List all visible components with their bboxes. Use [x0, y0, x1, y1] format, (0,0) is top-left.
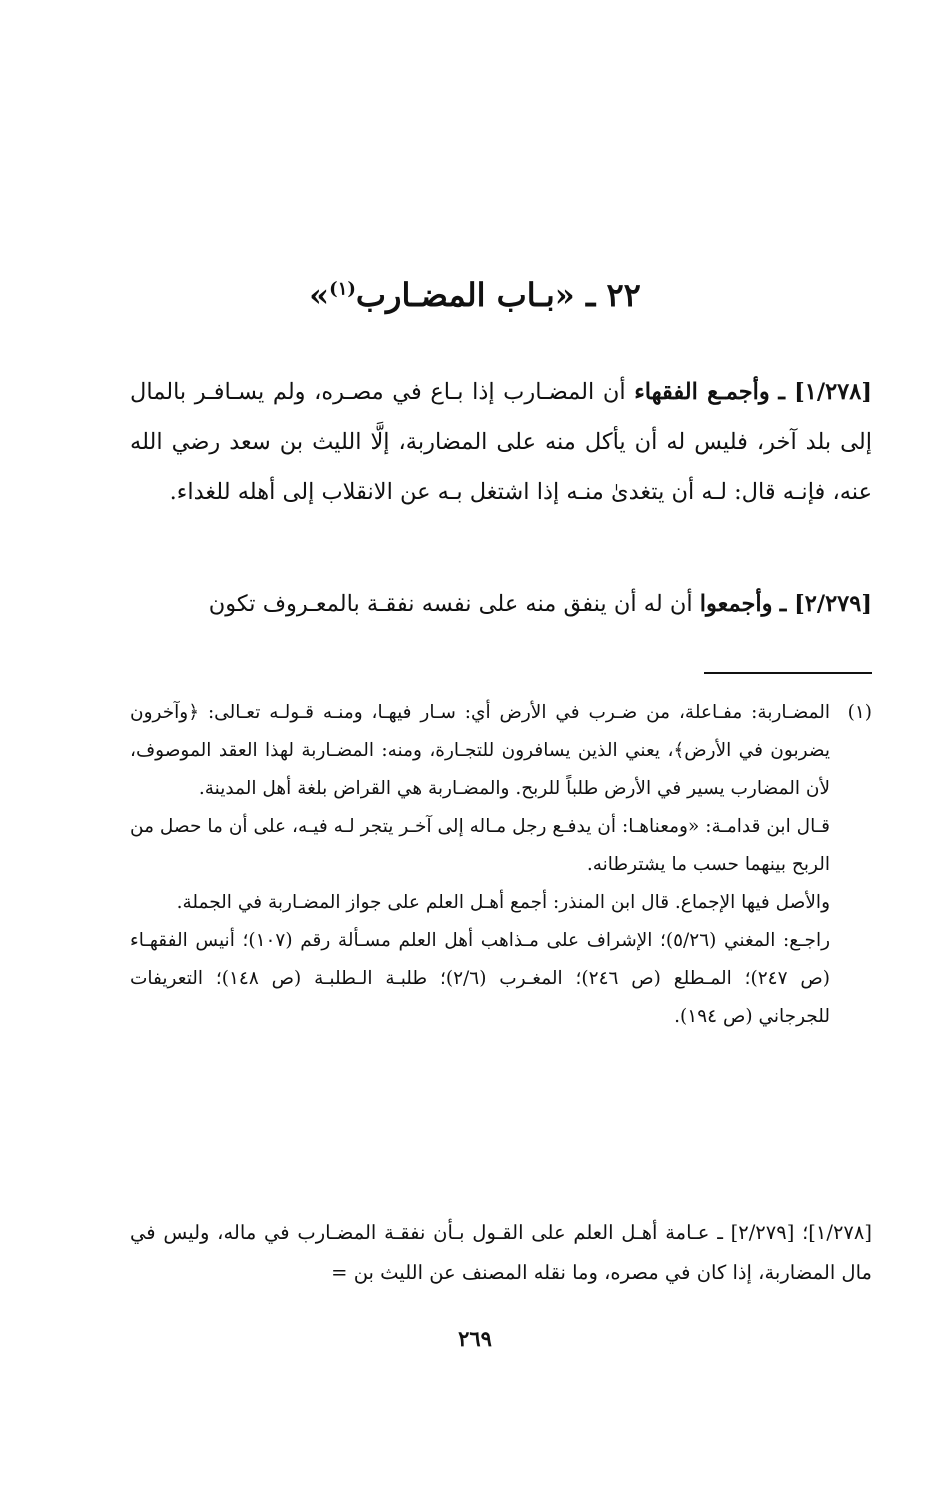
paragraph-278: [130, 367, 872, 517]
paragraph-text: أن له أن ينفق منه على نفسه نفقـة بالمعـروف تكون: [208, 591, 693, 617]
paragraph-ref: [١/٢٧٨] ـ: [778, 379, 873, 405]
paragraph-lead: وأجمـع الفقهاء: [634, 379, 770, 405]
commentary-ref: [١/٢٧٨]؛ [٢/٢٧٩] ـ: [717, 1221, 872, 1244]
paragraph-text: أن المضـارب إذا بـاع في مصـره، ولم يسـافـر بالمال إلى بلد آخر، فليس له أن يأكل منه على المضاربة، إلَّا الليث بن سعد رضي الله عنه، فإنـه قال: لـه أن يتغدىٰ منـه إذا اشتغل بـه عن الانقلاب إلى أهله للغداء.: [130, 379, 872, 505]
commentary-text: عـامة أهـل العلم على القـول بـأن نفقـة المضـارب في ماله، وليس في مال المضاربة، إذا كان في مصره، وما نقله المصنف عن الليث بن =: [130, 1221, 872, 1284]
footnote-separator: [704, 672, 872, 674]
footnote-marker: (١): [329, 278, 356, 300]
footnote-1: [130, 694, 872, 1036]
footnote-line: المضـاربة: مفـاعلة، من ضـرب في الأرض أي: سـار فيهـا، ومنـه قـولـه تعـالى: ﴿وآخرون يضربون في الأرض﴾، يعني الذين يسافرون للتجـارة، ومنه: المضـاربة لهذا العقد الموصوف، لأن المضارب يسير في الأرض طلباً للربح. والمضـاربة هي القراض بلغة أهل المدينة.: [130, 702, 830, 799]
footnote-line: والأصل فيها الإجماع. قال ابن المنذر: أجمع أهـل العلم على جواز المضـاربة في الجملة.: [176, 892, 830, 913]
footnote-body: [130, 694, 830, 1036]
chapter-title-close-quote: »: [309, 276, 330, 314]
paragraph-279: [130, 579, 872, 629]
chapter-number: ٢٢ ـ: [585, 276, 641, 314]
chapter-title: [0, 276, 950, 314]
page-number: ٢٦٩: [458, 1326, 492, 1351]
footnote-line: راجـع: المغني (٥/٢٦)؛ الإشراف على مـذاهب أهل العلم مسـألة رقم (١٠٧)؛ أنيس الفقهـاء (ص ٢٤٧)؛ المـطلع (ص ٢٤٦)؛ المغـرب (٢/٦)؛ طلبـة الـطلبـة (ص ١٤٨)؛ التعريفات للجرجاني (ص ١٩٤).: [130, 930, 831, 1027]
footnote-number: (١): [847, 702, 872, 723]
footnote-line: قـال ابن قدامـة: «ومعناهـا: أن يدفـع رجل مـاله إلى آخـر يتجر لـه فيـه، على أن ما حصل من الربح بينهما حسب ما يشترطانه.: [130, 816, 830, 875]
paragraph-lead: وأجمعوا: [699, 591, 773, 617]
commentary-note: [130, 1213, 872, 1293]
chapter-name: «بـاب المضـارب: [355, 276, 575, 314]
paragraph-ref: [٢/٢٧٩] ـ: [779, 591, 872, 617]
